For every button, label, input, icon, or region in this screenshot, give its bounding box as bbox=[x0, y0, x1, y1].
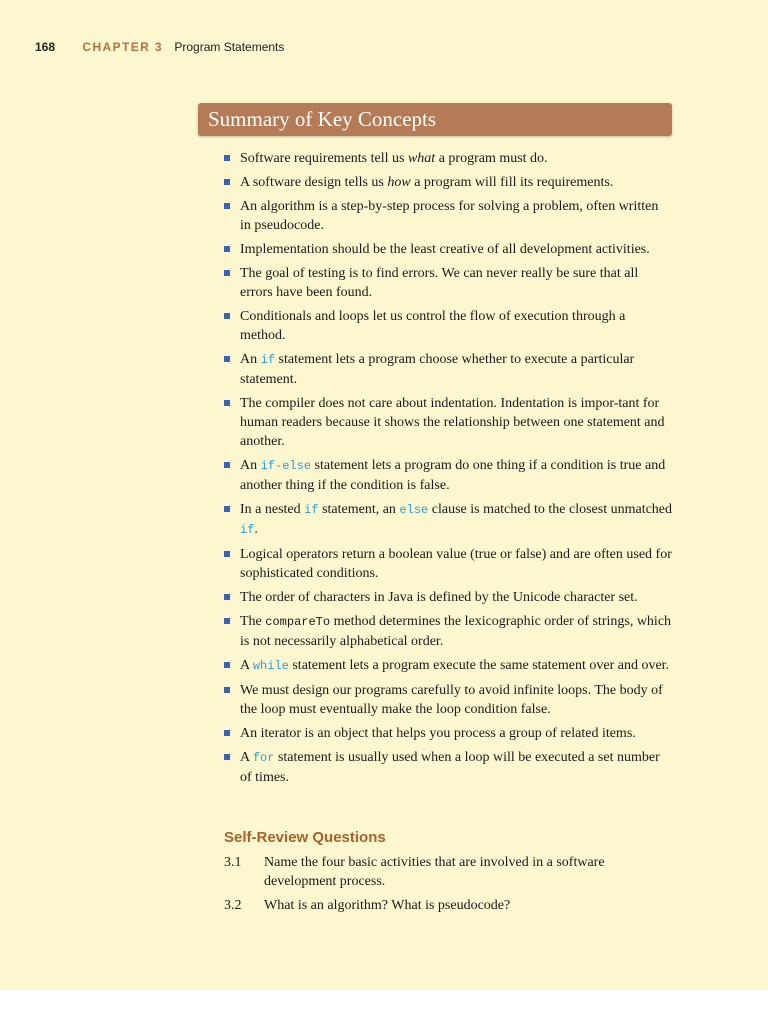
self-review-question bbox=[224, 896, 674, 915]
running-head bbox=[35, 40, 284, 54]
concept-text: An algorithm is a step-by-step process for solving a problem, often written in pseudocode. bbox=[240, 199, 659, 233]
key-concept-item bbox=[222, 656, 672, 676]
square-bullet-icon bbox=[224, 246, 230, 252]
square-bullet-icon bbox=[224, 203, 230, 209]
self-review-question bbox=[224, 853, 674, 891]
concept-text: An bbox=[240, 352, 261, 367]
summary-banner bbox=[198, 103, 672, 136]
summary-title: Summary of Key Concepts bbox=[208, 107, 437, 131]
concept-text: The goal of testing is to find errors. We can never really be sure that all errors have been found. bbox=[240, 266, 639, 300]
code-keyword: while bbox=[252, 659, 289, 673]
square-bullet-icon bbox=[224, 270, 230, 276]
question-text: What is an algorithm? What is pseudocode? bbox=[264, 898, 511, 913]
key-concept-item bbox=[222, 588, 672, 607]
concept-text: statement lets a program execute the same statement over and over. bbox=[288, 658, 670, 673]
code-keyword: if bbox=[240, 523, 255, 537]
concept-text: how bbox=[387, 175, 411, 190]
concept-text: clause is matched to the closest unmatched bbox=[428, 502, 673, 517]
square-bullet-icon bbox=[224, 506, 230, 512]
concept-text: statement lets a program do one thing if a condition is true and another thing if the condition is false. bbox=[240, 458, 666, 493]
key-concept-item bbox=[222, 724, 672, 743]
square-bullet-icon bbox=[224, 155, 230, 161]
key-concept-item bbox=[222, 173, 672, 192]
key-concept-item bbox=[222, 240, 672, 259]
chapter-title: Program Statements bbox=[174, 40, 285, 54]
self-review-heading: Self-Review Questions bbox=[224, 829, 386, 846]
question-number: 3.2 bbox=[224, 898, 242, 913]
concept-text: statement lets a program choose whether to execute a particular statement. bbox=[240, 352, 635, 387]
key-concept-item bbox=[222, 394, 672, 451]
concept-text: We must design our programs carefully to avoid infinite loops. The body of the loop must eventually make the loop condition false. bbox=[240, 683, 663, 717]
code-keyword: else bbox=[399, 503, 429, 517]
key-concept-item bbox=[222, 545, 672, 583]
square-bullet-icon bbox=[224, 462, 230, 468]
page-number: 168 bbox=[35, 40, 56, 54]
concept-text: Software requirements tell us bbox=[240, 151, 408, 166]
key-concept-item bbox=[222, 307, 672, 345]
concept-text: . bbox=[254, 522, 258, 537]
square-bullet-icon bbox=[224, 551, 230, 557]
question-text: Name the four basic activities that are involved in a software development process. bbox=[264, 855, 605, 889]
key-concept-item bbox=[222, 500, 672, 540]
concept-text: method determines the lexicographic order of strings, which is not necessarily alphabetical order. bbox=[240, 614, 672, 649]
concept-text: Logical operators return a boolean value (true or false) and are often used for sophisticated conditions. bbox=[240, 547, 672, 581]
code-keyword: for bbox=[252, 751, 275, 765]
concept-text: The order of characters in Java is defined by the Unicode character set. bbox=[240, 590, 638, 605]
code-keyword: if-else bbox=[260, 459, 312, 473]
square-bullet-icon bbox=[224, 662, 230, 668]
code-keyword: if bbox=[304, 503, 319, 517]
self-review-questions-list bbox=[224, 853, 674, 920]
concept-text: a program must do. bbox=[435, 151, 548, 166]
chapter-label: CHAPTER 3 bbox=[82, 40, 163, 54]
question-number: 3.1 bbox=[224, 855, 242, 870]
key-concept-item bbox=[222, 264, 672, 302]
concept-text: The compiler does not care about indentation. Indentation is impor-tant for human readers because it shows the relationship between one statement and another. bbox=[240, 396, 665, 449]
concept-text: The bbox=[240, 614, 266, 629]
concept-text: A software design tells us bbox=[240, 175, 388, 190]
concept-text: In a nested bbox=[240, 502, 305, 517]
key-concept-item bbox=[222, 149, 672, 168]
concept-text: A bbox=[240, 658, 253, 673]
square-bullet-icon bbox=[224, 313, 230, 319]
square-bullet-icon bbox=[224, 356, 230, 362]
concept-text: statement, an bbox=[318, 502, 400, 517]
square-bullet-icon bbox=[224, 179, 230, 185]
key-concept-item bbox=[222, 350, 672, 389]
concept-text: An iterator is an object that helps you process a group of related items. bbox=[240, 726, 636, 741]
code-keyword: compareTo bbox=[265, 615, 331, 629]
square-bullet-icon bbox=[224, 400, 230, 406]
key-concepts-list bbox=[222, 149, 672, 792]
key-concept-item bbox=[222, 612, 672, 651]
square-bullet-icon bbox=[224, 594, 230, 600]
key-concept-item bbox=[222, 197, 672, 235]
code-keyword: if bbox=[260, 353, 276, 367]
concept-text: a program will fill its requirements. bbox=[410, 175, 614, 190]
key-concept-item bbox=[222, 456, 672, 495]
square-bullet-icon bbox=[224, 754, 230, 760]
key-concept-item bbox=[222, 748, 672, 787]
concept-text: Implementation should be the least creative of all development activities. bbox=[240, 242, 650, 257]
concept-text: statement is usually used when a loop will be executed a set number of times. bbox=[240, 750, 660, 785]
key-concept-item bbox=[222, 681, 672, 719]
concept-text: what bbox=[407, 151, 436, 166]
concept-text: Conditionals and loops let us control the flow of execution through a method. bbox=[240, 309, 626, 343]
concept-text: A bbox=[240, 750, 253, 765]
concept-text: An bbox=[240, 458, 261, 473]
square-bullet-icon bbox=[224, 618, 230, 624]
square-bullet-icon bbox=[224, 687, 230, 693]
square-bullet-icon bbox=[224, 730, 230, 736]
